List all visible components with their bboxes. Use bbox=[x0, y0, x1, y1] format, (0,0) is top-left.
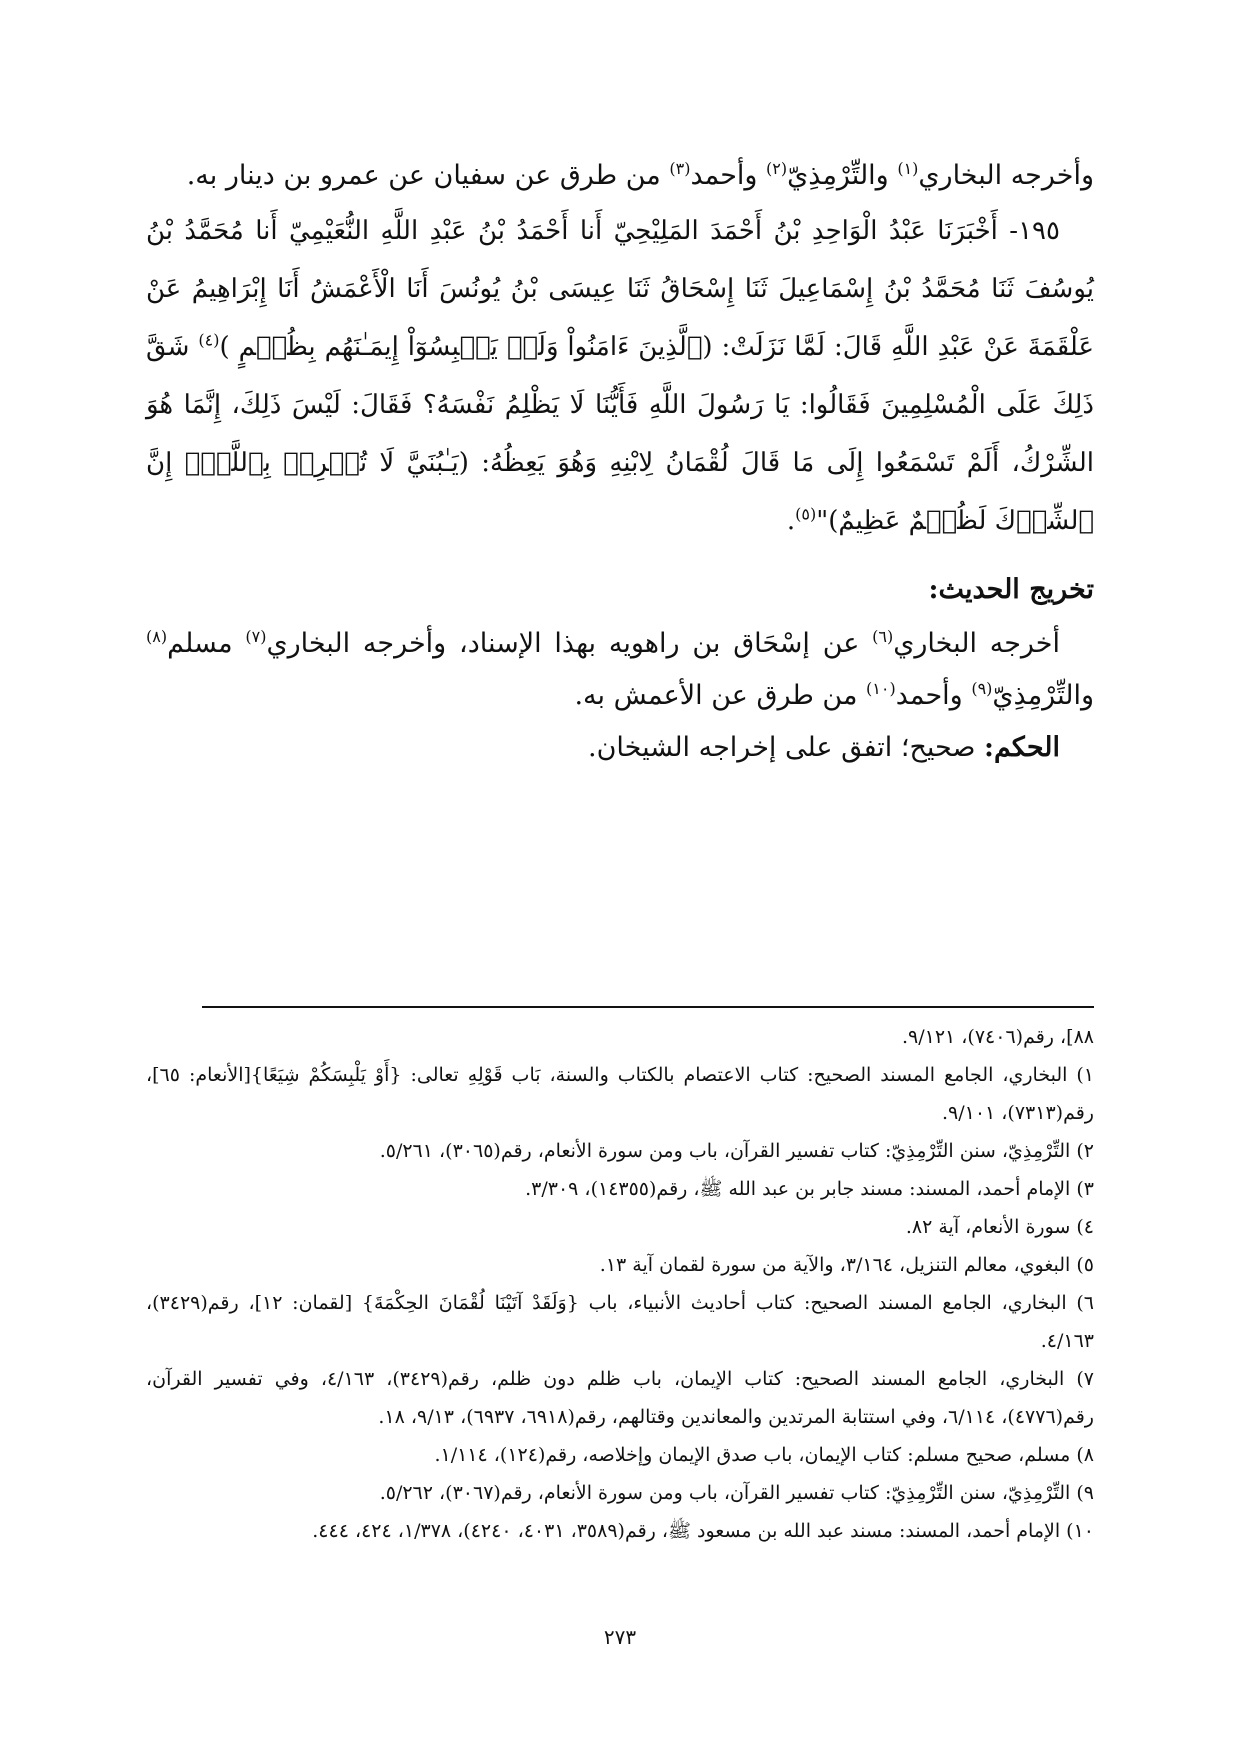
footnote-4: ٤) سورة الأنعام، آية ٨٢. bbox=[905, 1216, 1094, 1238]
intro-text-2: والتِّرْمِذِيّ bbox=[787, 160, 898, 191]
footnote-continuation: ٨٨]، رقم(٧٤٠٦)، ٩/١٢١. bbox=[901, 1026, 1094, 1048]
footnote-8: ٨) مسلم، صحيح مسلم: كتاب الإيمان، باب صدق الإيمان وإخلاصه، رقم(١٢٤)، ١/١١٤. bbox=[434, 1444, 1094, 1466]
takhrij-text-3: مسلم bbox=[167, 628, 246, 659]
footnote-2: ٢) التِّرْمِذِيّ، سنن التِّرْمِذِيّ: كتاب تفسير القرآن، باب ومن سورة الأنعام، رقم(٣٠٦٥)، ٥/٢٦١. bbox=[379, 1140, 1094, 1162]
takhrij-paragraph bbox=[146, 618, 1094, 722]
footnote-ref-8[interactable]: (٨) bbox=[146, 627, 168, 646]
footnote-9: ٩) التِّرْمِذِيّ، سنن التِّرْمِذِيّ: كتاب تفسير القرآن، باب ومن سورة الأنعام، رقم(٣٠٦٧)، ٥/٢٦٢. bbox=[379, 1482, 1094, 1504]
footnote-ref-10[interactable]: (١٠) bbox=[866, 679, 896, 698]
takhrij-heading: تخريج الحديث: bbox=[928, 574, 1094, 605]
takhrij-text-4: والتِّرْمِذِيّ bbox=[992, 680, 1094, 711]
intro-text-4: من طرق عن سفيان عن عمرو بن دينار به. bbox=[186, 160, 670, 191]
hadith-paragraph bbox=[146, 202, 1094, 550]
footnote-3: ٣) الإمام أحمد، المسند: مسند جابر بن عبد الله ﷺ، رقم(١٤٣٥٥)، ٣/٣٠٩. bbox=[525, 1178, 1094, 1200]
takhrij-text-6: من طرق عن الأعمش به. bbox=[574, 680, 867, 711]
hukm-paragraph bbox=[146, 722, 1094, 774]
footnote-ref-4[interactable]: (٤) bbox=[198, 330, 220, 350]
footnote-6: ٦) البخاري، الجامع المسند الصحيح: كتاب أحاديث الأنبياء، باب {وَلَقَدْ آتَيْنَا لُقْمَانَ الحِكْمَةَ} [لقمان: ١٢]، رقم(٣٤٢٩)، ٤/١٦٣. bbox=[146, 1292, 1094, 1352]
footnote-ref-9[interactable]: (٩) bbox=[971, 679, 993, 698]
hadith-text-2: شَقَّ ذَلِكَ عَلَى الْمُسْلِمِينَ فَقَالُوا: يَا رَسُولَ اللَّهِ فَأَيُّنَا لَا يَظْلِمُ نَفْسَهُ؟ فَقَالَ: لَيْسَ ذَلِكَ، إِنَّمَا هُوَ الشِّرْكُ، أَلَمْ تَسْمَعُوا إِلَى مَا قَالَ لُقْمَانُ لِابْنِهِ وَهُوَ يَعِظُهُ: (يَـٰبُنَيَّ لَا تُشۡرِكۡ بِٱللَّهِۖ إِنَّ ٱلشِّرۡكَ لَظُلۡمٌ عَظِيمٌ)" bbox=[146, 332, 1094, 536]
footnote-ref-2[interactable]: (٢) bbox=[766, 159, 788, 178]
footnote-ref-3[interactable]: (٣) bbox=[669, 159, 691, 178]
hadith-end: . bbox=[786, 506, 796, 536]
footnote-5: ٥) البغوي، معالم التنزيل، ٣/١٦٤، والآية من سورة لقمان آية ١٣. bbox=[599, 1254, 1094, 1276]
intro-paragraph bbox=[146, 150, 1094, 202]
footnote-10: ١٠) الإمام أحمد، المسند: مسند عبد الله بن مسعود ﷺ، رقم(٣٥٨٩، ٤٠٣١، ٤٢٤٠)، ١/٣٧٨، ٤٢٤، ٤٤٤. bbox=[312, 1520, 1094, 1542]
takhrij-text-5: وأحمد bbox=[895, 680, 972, 711]
footnote-ref-6[interactable]: (٦) bbox=[872, 627, 894, 646]
intro-text-1: وأخرجه البخاري bbox=[918, 160, 1094, 191]
footnote-ref-1[interactable]: (١) bbox=[897, 159, 919, 178]
intro-text-3: وأحمد bbox=[690, 160, 767, 191]
page-number: ٢٧٣ bbox=[603, 1625, 637, 1649]
footnote-ref-7[interactable]: (٧) bbox=[245, 627, 267, 646]
hukm-label: الحكم: bbox=[983, 732, 1060, 763]
footnote-ref-5[interactable]: (٥) bbox=[795, 504, 817, 524]
footnote-7: ٧) البخاري، الجامع المسند الصحيح: كتاب الإيمان، باب ظلم دون ظلم، رقم(٣٤٢٩)، ٤/١٦٣، وفي تفسير القرآن، رقم(٤٧٧٦)، ٦/١١٤، وفي استتابة المرتدين والمعاندين وقتالهم، رقم(٦٩١٨، ٦٩٣٧)، ٩/١٣، ١٨. bbox=[146, 1368, 1094, 1428]
footnote-separator bbox=[202, 1006, 1094, 1008]
takhrij-text-2: عن إسْحَاق بن راهويه بهذا الإسناد، وأخرجه البخاري bbox=[266, 628, 873, 659]
footnotes-section bbox=[146, 1018, 1094, 1550]
footnote-1: ١) البخاري، الجامع المسند الصحيح: كتاب الاعتصام بالكتاب والسنة، بَاب قَوْلِهِ تعالى: {أَوْ يَلْبِسَكُمْ شِيَعًا}[الأنعام: ٦٥]، رقم(٧٣١٣)، ٩/١٠١. bbox=[146, 1064, 1094, 1124]
hukm-text: صحيح؛ اتفق على إخراجه الشيخان. bbox=[588, 732, 984, 763]
hadith-text-1: ١٩٥- أَخْبَرَنَا عَبْدُ الْوَاحِدِ بْنُ أَحْمَدَ المَلِيْحِيّ أَنا أَحْمَدُ بْنُ عَبْدِ اللَّهِ النُّعَيْمِيّ أَنا مُحَمَّدُ بْنُ يُوسُفَ ثَنَا مُحَمَّدُ بْنُ إِسْمَاعِيلَ ثَنَا إِسْحَاقُ ثَنَا عِيسَى بْنُ يُونُسَ أَنَا الْأَعْمَشُ أَنَا إِبْرَاهِيمُ عَنْ عَلْقَمَةَ عَنْ عَبْدِ اللَّهِ قَالَ: لَمَّا نَزَلَتْ: (ٱلَّذِينَ ءَامَنُواْ وَلَمۡ يَلۡبِسُوٓاْ إِيمَـٰنَهُم بِظُلۡمٍ ) bbox=[146, 216, 1095, 362]
takhrij-text-1: أخرجه البخاري bbox=[893, 628, 1060, 659]
main-text bbox=[146, 150, 1094, 774]
